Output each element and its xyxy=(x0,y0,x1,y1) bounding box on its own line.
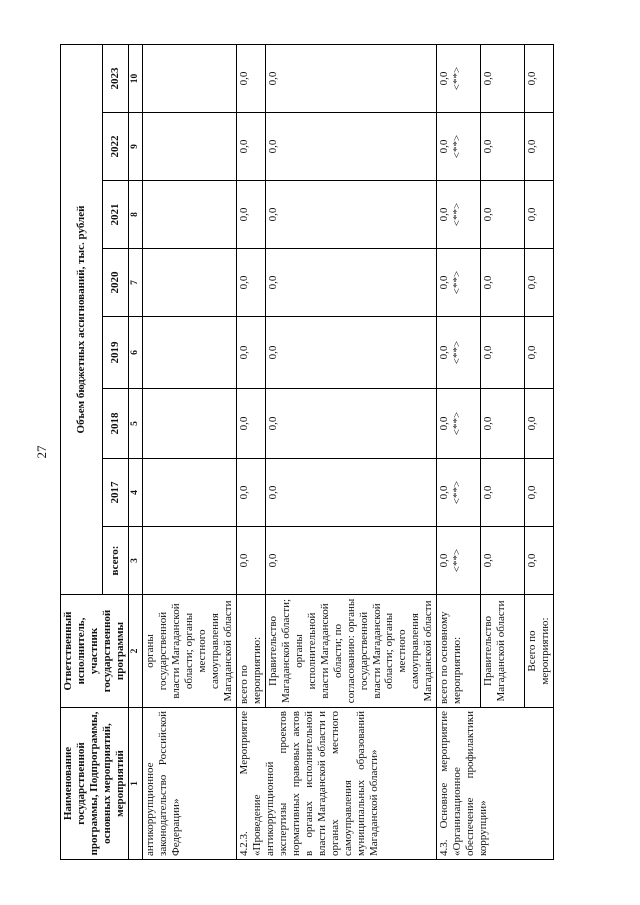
value-cell: 0,0 <**> xyxy=(437,389,481,459)
footnote-mark: <**> xyxy=(451,270,464,295)
value-cell: 0,0 xyxy=(481,317,525,389)
executor: органы государственной власти Магаданской области; органы местного самоуправления Магаданской области xyxy=(143,595,237,708)
footnote-mark: <**> xyxy=(451,202,464,227)
value-cell: 0,0 <**> xyxy=(437,249,481,317)
column-number: 6 xyxy=(128,317,142,389)
value-cell: 0,0 <**> xyxy=(437,181,481,249)
value-cell: 0,0 xyxy=(265,317,437,389)
year-header: 2019 xyxy=(103,317,129,389)
year-header: 2018 xyxy=(103,389,129,459)
value-cell: 0,0 xyxy=(265,113,437,181)
footnote-mark: <**> xyxy=(451,411,464,436)
executor: Всего по мероприятию: xyxy=(525,595,554,708)
table-row xyxy=(437,44,481,859)
year-header: всего: xyxy=(103,527,129,595)
column-number: 9 xyxy=(128,113,142,181)
column-number: 3 xyxy=(128,527,142,595)
value-cell: 0,0 xyxy=(525,527,554,595)
header-executor: Ответственный исполнитель, участник государственной программы xyxy=(61,595,129,708)
value-cell: 0,0 xyxy=(481,44,525,112)
footnote-mark: <**> xyxy=(451,340,464,365)
measure-name: антикоррупционное законодательство Российской Федерации» xyxy=(143,708,237,860)
value-cell: 0,0 xyxy=(236,527,265,595)
value-cell: 0,0 xyxy=(525,249,554,317)
value-cell: 0,0 <**> xyxy=(437,44,481,112)
value-cell: 0,0 xyxy=(481,459,525,527)
value-cell: 0,0 xyxy=(481,113,525,181)
value-cell: 0,0 xyxy=(481,249,525,317)
executor: Правительство Магаданской области; органы исполнительной власти Магаданской области; по согласованию: органы государственной власти Магаданской области; органы местного самоуправления Магаданской области xyxy=(265,595,437,708)
executor: Правительство Магаданской области xyxy=(481,595,525,708)
value-cell: 0,0 <**> xyxy=(437,113,481,181)
value-cell: 0,0 xyxy=(236,181,265,249)
value-cell: 0,0 xyxy=(265,389,437,459)
value-cell: 0,0 xyxy=(525,44,554,112)
value-cell: 0,0 xyxy=(236,44,265,112)
value-cell: 0,0 xyxy=(481,527,525,595)
value-cell: 0,0 xyxy=(265,527,437,595)
value-cell: 0,0 xyxy=(481,389,525,459)
value-cell: 0,0 xyxy=(265,249,437,317)
value-cell: 0,0 xyxy=(525,181,554,249)
value-cell: 0,0 xyxy=(236,113,265,181)
year-header: 2022 xyxy=(103,113,129,181)
value-cell: 0,0 xyxy=(236,389,265,459)
column-number: 10 xyxy=(128,44,142,112)
value-cell: 0,0 xyxy=(236,459,265,527)
year-header: 2017 xyxy=(103,459,129,527)
footnote-mark: <**> xyxy=(451,548,464,573)
value-cell: 0,0 xyxy=(265,459,437,527)
value-cell: 0,0 xyxy=(265,181,437,249)
footnote-mark: <**> xyxy=(451,66,464,91)
year-header: 2023 xyxy=(103,44,129,112)
footnote-mark: <**> xyxy=(451,480,464,505)
executor: всего по основному мероприятию: xyxy=(437,595,481,708)
value-cell: 0,0 <**> xyxy=(437,459,481,527)
footnote-mark: <**> xyxy=(451,134,464,159)
column-number: 2 xyxy=(128,595,142,708)
page-number: 27 xyxy=(34,445,49,459)
measure-name: 4.3. Основное мероприятие «Организационное обеспечение профилактики коррупции» xyxy=(437,708,554,860)
rotated-table-wrapper xyxy=(60,45,552,860)
year-header: 2021 xyxy=(103,181,129,249)
header-budget: Объем бюджетных ассигнований, тыс. рублей xyxy=(61,44,103,594)
value-cell: 0,0 xyxy=(525,113,554,181)
column-number: 7 xyxy=(128,249,142,317)
value-cell: 0,0 xyxy=(525,389,554,459)
value-cell: 0,0 xyxy=(236,317,265,389)
budget-table xyxy=(60,44,554,860)
table-row xyxy=(143,44,237,859)
column-number: 1 xyxy=(128,708,142,860)
value-cell: 0,0 <**> xyxy=(437,527,481,595)
value-cell: 0,0 xyxy=(525,459,554,527)
measure-name: 4.2.3. Мероприятие «Проведение антикоррупционной экспертизы проектов нормативных правовых актов в органах исполнительной власти Магаданской области и органах местного самоуправления муниципальных образований Магаданской области» xyxy=(236,708,437,860)
header-name: Наименование государственной программы, Подпрограммы, основных мероприятий, мероприятий xyxy=(61,708,129,860)
value-cell: 0,0 xyxy=(481,181,525,249)
table-row xyxy=(236,44,265,859)
value-cell: 0,0 xyxy=(525,317,554,389)
value-cell: 0,0 <**> xyxy=(437,317,481,389)
value-cell: 0,0 xyxy=(265,44,437,112)
column-number: 5 xyxy=(128,389,142,459)
executor: всего по мероприятию: xyxy=(236,595,265,708)
year-header: 2020 xyxy=(103,249,129,317)
column-number: 8 xyxy=(128,181,142,249)
column-number: 4 xyxy=(128,459,142,527)
value-cell: 0,0 xyxy=(236,249,265,317)
